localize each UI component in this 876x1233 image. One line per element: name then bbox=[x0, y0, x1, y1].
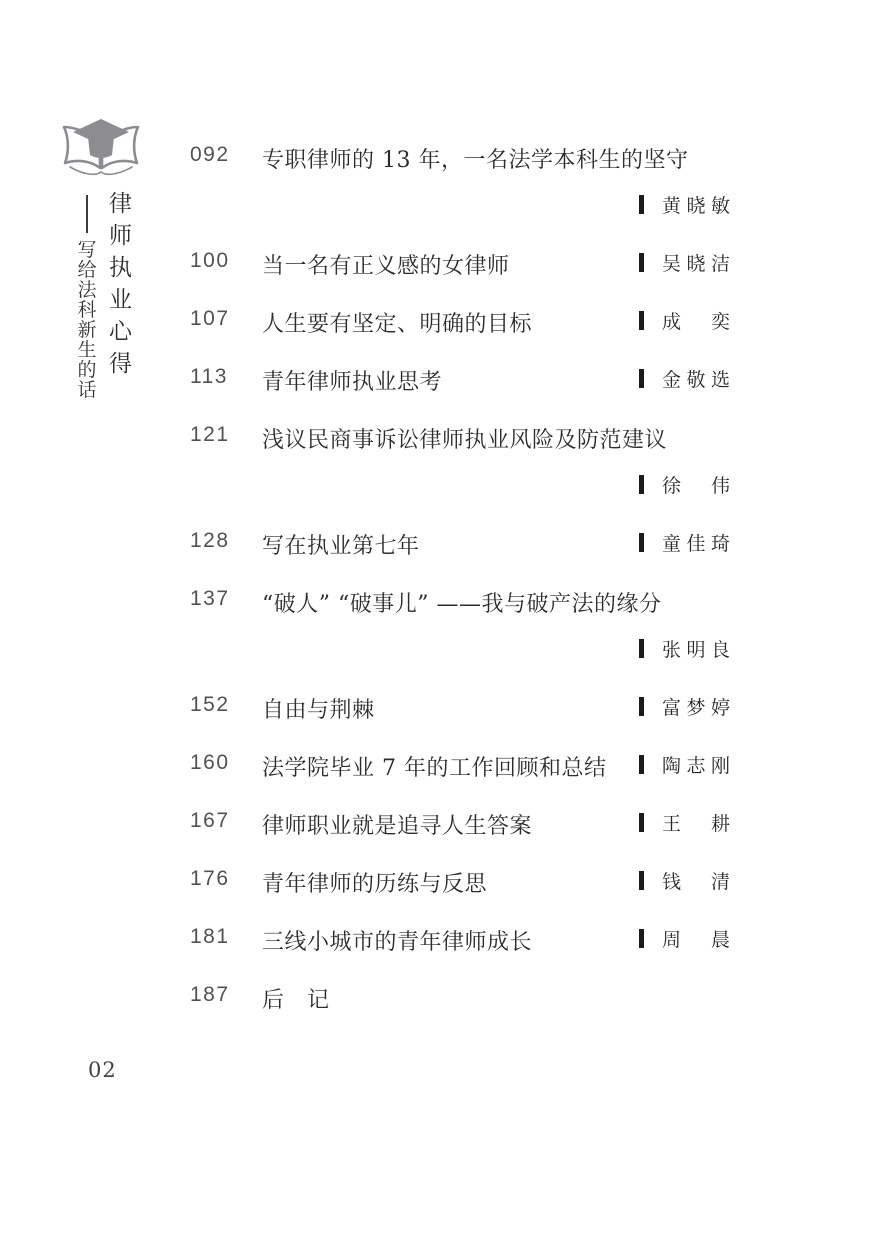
entry-title: 三线小城市的青年律师成长 bbox=[262, 930, 533, 955]
vertical-char: 得 bbox=[109, 351, 132, 377]
entry-page-number: 113 bbox=[190, 365, 228, 388]
vertical-char: 法 bbox=[77, 279, 97, 301]
author-bar-icon bbox=[639, 311, 644, 330]
toc-entry[interactable] bbox=[190, 751, 730, 781]
vertical-char: 心 bbox=[109, 319, 132, 345]
toc-entry-line bbox=[190, 983, 730, 1013]
entry-title: 自由与荆棘 bbox=[262, 698, 375, 723]
entry-page-number: 107 bbox=[190, 307, 230, 330]
entry-title: 后 记 bbox=[262, 988, 330, 1013]
entry-title: 当一名有正义感的女律师 bbox=[262, 254, 510, 279]
entry-author bbox=[639, 249, 730, 276]
page-number: 02 bbox=[88, 1058, 117, 1082]
entry-title: 青年律师执业思考 bbox=[262, 370, 443, 395]
vertical-char: 科 bbox=[77, 299, 97, 321]
entry-author bbox=[639, 307, 730, 334]
author-bar-icon bbox=[639, 533, 644, 552]
author-bar-icon bbox=[639, 475, 644, 494]
toc-entry-line bbox=[190, 249, 730, 279]
series-subtitle-vertical bbox=[76, 188, 98, 400]
entry-page-number: 092 bbox=[190, 143, 230, 166]
entry-page-number: 187 bbox=[190, 983, 230, 1006]
vertical-char: 执 bbox=[109, 255, 132, 281]
entry-author bbox=[639, 529, 730, 556]
toc-entry[interactable] bbox=[190, 529, 730, 559]
toc-entry-author-line bbox=[190, 471, 730, 501]
toc-entry-line bbox=[190, 751, 730, 781]
em-dash-vertical bbox=[86, 195, 88, 233]
author-name: 吴 晓 洁 bbox=[662, 253, 730, 275]
series-title-vertical bbox=[107, 188, 134, 400]
vertical-char: 写 bbox=[77, 239, 97, 261]
vertical-char: 生 bbox=[77, 339, 97, 361]
author-name: 黄 晓 敏 bbox=[662, 195, 730, 217]
entry-title: 人生要有坚定、明确的目标 bbox=[262, 312, 533, 337]
author-name: 富 梦 婷 bbox=[662, 697, 730, 719]
author-bar-icon bbox=[639, 871, 644, 890]
author-bar-icon bbox=[639, 929, 644, 948]
entry-author bbox=[639, 925, 730, 952]
toc-entry[interactable] bbox=[190, 925, 730, 955]
author-name: 陶 志 刚 bbox=[662, 755, 730, 777]
entry-page-number: 121 bbox=[190, 423, 230, 446]
toc-entry-author-line bbox=[190, 191, 730, 221]
vertical-char: 给 bbox=[77, 259, 97, 281]
toc-entry-line bbox=[190, 365, 730, 395]
entry-page-number: 181 bbox=[190, 925, 230, 948]
toc-entry[interactable] bbox=[190, 423, 730, 501]
entry-title: 专职律师的 13 年，一名法学本科生的坚守 bbox=[262, 148, 689, 173]
author-bar-icon bbox=[639, 195, 644, 214]
toc-entry-line bbox=[190, 587, 730, 617]
toc-entry[interactable] bbox=[190, 249, 730, 279]
toc-entry-author-line bbox=[190, 635, 730, 665]
vertical-char: 话 bbox=[77, 379, 97, 401]
author-name: 周 晨 bbox=[662, 929, 730, 951]
entry-page-number: 128 bbox=[190, 529, 230, 552]
entry-author bbox=[639, 693, 730, 720]
toc-entry[interactable] bbox=[190, 809, 730, 839]
entry-page-number: 167 bbox=[190, 809, 230, 832]
toc-entry[interactable] bbox=[190, 307, 730, 337]
toc-entry-line bbox=[190, 693, 730, 723]
toc-list bbox=[190, 143, 730, 1041]
author-name: 钱 清 bbox=[662, 871, 730, 893]
entry-title: 浅议民商事诉讼律师执业风险及防范建议 bbox=[262, 428, 668, 453]
toc-entry[interactable] bbox=[190, 365, 730, 395]
toc-entry[interactable] bbox=[190, 693, 730, 723]
entry-title: 法学院毕业 7 年的工作回顾和总结 bbox=[262, 756, 607, 781]
toc-entry-line bbox=[190, 307, 730, 337]
author-name: 童 佳 琦 bbox=[662, 533, 730, 555]
vertical-char: 师 bbox=[109, 223, 132, 249]
entry-author bbox=[639, 191, 730, 218]
entry-page-number: 152 bbox=[190, 693, 230, 716]
toc-entry-line bbox=[190, 143, 730, 173]
entry-author bbox=[639, 635, 730, 662]
entry-page-number: 160 bbox=[190, 751, 230, 774]
vertical-char: 新 bbox=[77, 319, 97, 341]
toc-entry-line bbox=[190, 925, 730, 955]
toc-entry-line bbox=[190, 423, 730, 453]
toc-entry[interactable] bbox=[190, 143, 730, 221]
vertical-char: 的 bbox=[77, 359, 97, 381]
author-bar-icon bbox=[639, 639, 644, 658]
entry-title: 写在执业第七年 bbox=[262, 534, 420, 559]
author-name: 金 敬 选 bbox=[662, 369, 730, 391]
toc-entry[interactable] bbox=[190, 867, 730, 897]
toc-entry-line bbox=[190, 529, 730, 559]
author-bar-icon bbox=[639, 253, 644, 272]
toc-entry[interactable] bbox=[190, 587, 730, 665]
vertical-char: 业 bbox=[109, 287, 132, 313]
entry-title: 律师职业就是追寻人生答案 bbox=[262, 814, 533, 839]
entry-author bbox=[639, 365, 730, 392]
author-bar-icon bbox=[639, 755, 644, 774]
entry-page-number: 100 bbox=[190, 249, 230, 272]
vertical-char: 律 bbox=[109, 191, 132, 217]
entry-title: 青年律师的历练与反思 bbox=[262, 872, 488, 897]
series-vertical-title bbox=[76, 188, 134, 400]
entry-author bbox=[639, 867, 730, 894]
entry-author bbox=[639, 471, 730, 498]
toc-entry-line bbox=[190, 809, 730, 839]
author-name: 王 耕 bbox=[662, 813, 730, 835]
sidebar bbox=[58, 116, 146, 182]
entry-page-number: 176 bbox=[190, 867, 230, 890]
toc-entry-line bbox=[190, 867, 730, 897]
entry-title: “破人” “破事儿” ——我与破产法的缘分 bbox=[262, 592, 662, 617]
author-bar-icon bbox=[639, 697, 644, 716]
author-bar-icon bbox=[639, 369, 644, 388]
entry-page-number: 137 bbox=[190, 587, 230, 610]
author-name: 成 奕 bbox=[662, 311, 730, 333]
author-name: 张 明 良 bbox=[662, 639, 730, 661]
author-name: 徐 伟 bbox=[662, 475, 730, 497]
toc-entry[interactable] bbox=[190, 983, 730, 1013]
entry-author bbox=[639, 751, 730, 778]
open-book-graduation-cap-icon bbox=[58, 116, 144, 182]
entry-author bbox=[639, 809, 730, 836]
author-bar-icon bbox=[639, 813, 644, 832]
